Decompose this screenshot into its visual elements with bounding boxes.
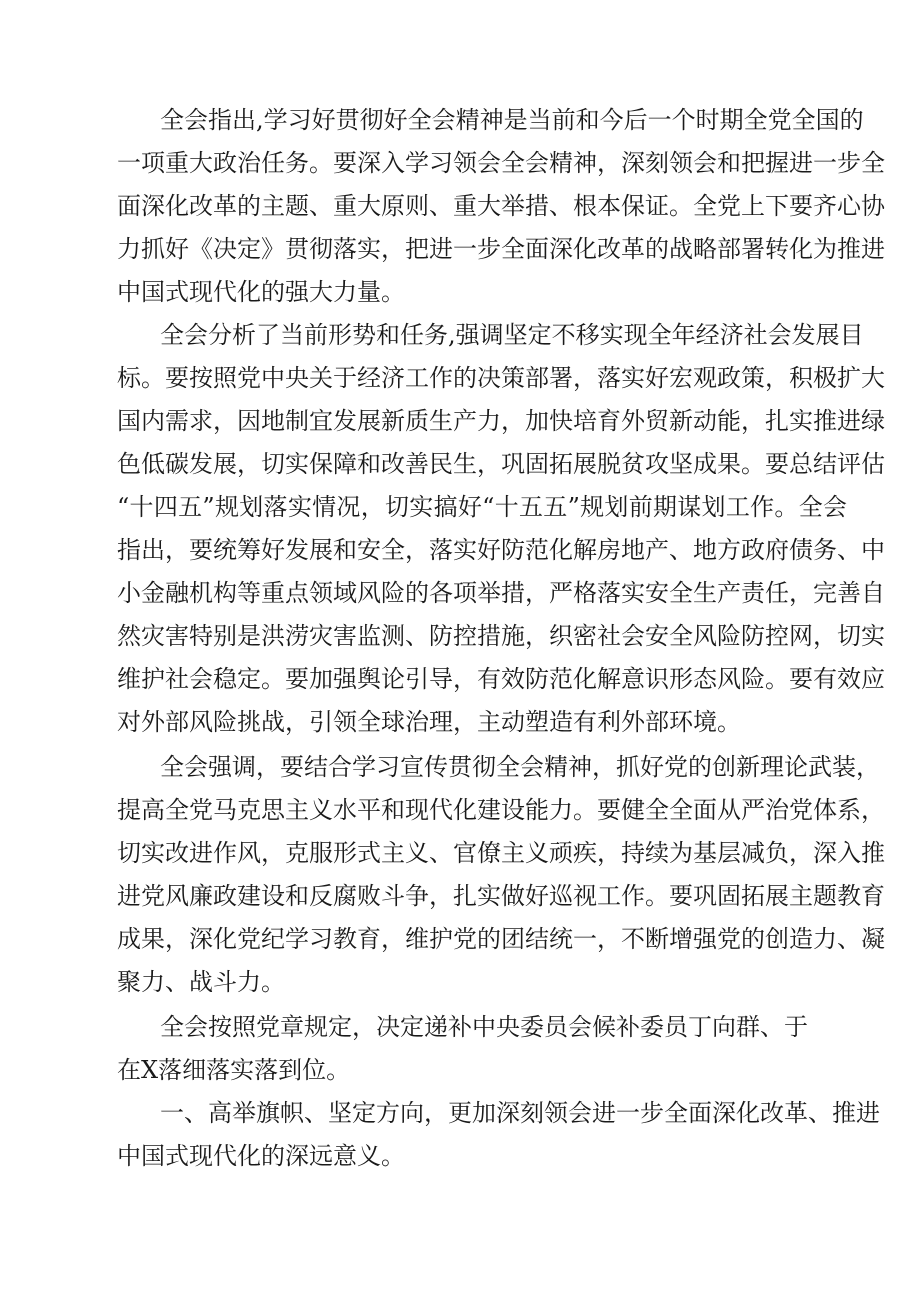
text-line: 全会按照党章规定，决定递补中央委员会候补委员丁向群、于 <box>160 1013 808 1041</box>
text-line: 面深化改革的主题、重大原则、重大举措、根本保证。全党上下要齐心协 <box>117 192 885 220</box>
text-line: 中国式现代化的深远意义。 <box>117 1142 405 1170</box>
text-line: “十四五”规划落实情况，切实搞好“十五五”规划前期谋划工作。全会 <box>117 493 847 521</box>
text-line: 对外部风险挑战，引领全球治理，主动塑造有利外部环境。 <box>117 708 741 736</box>
text-line: 一、高举旗帜、坚定方向，更加深刻领会进一步全面深化改革、推进 <box>160 1099 880 1127</box>
text-line: 国内需求，因地制宜发展新质生产力，加快培育外贸新动能，扎实推进绿 <box>117 407 885 435</box>
text-line: 全会指出,学习好贯彻好全会精神是当前和今后一个时期全党全国的 <box>160 106 864 134</box>
text-line: 小金融机构等重点领域风险的各项举措，严格落实安全生产责任，完善自 <box>117 579 885 607</box>
text-line: 全会强调，要结合学习宣传贯彻全会精神，抓好党的创新理论武装， <box>160 753 880 781</box>
text-line: 进党风廉政建设和反腐败斗争，扎实做好巡视工作。要巩固拓展主题教育 <box>117 882 885 910</box>
text-line: 标。要按照党中央关于经济工作的决策部署，落实好宏观政策，积极扩大 <box>117 364 885 392</box>
text-line: 维护社会稳定。要加强舆论引导，有效防范化解意识形态风险。要有效应 <box>117 665 885 693</box>
text-line: 提高全党马克思主义水平和现代化建设能力。要健全全面从严治党体系， <box>117 796 885 824</box>
text-line: 全会分析了当前形势和任务,强调坚定不移实现全年经济社会发展目 <box>160 321 864 349</box>
text-line: 色低碳发展，切实保障和改善民生，巩固拓展脱贫攻坚成果。要总结评估 <box>117 450 885 478</box>
text-line: 然灾害特别是洪涝灾害监测、防控措施，织密社会安全风险防控网，切实 <box>117 622 885 650</box>
text-line: 中国式现代化的强大力量。 <box>117 278 405 306</box>
text-line: 切实改进作风，克服形式主义、官僚主义顽疾，持续为基层减负，深入推 <box>117 839 885 867</box>
text-line: 在X落细落实落到位。 <box>117 1056 351 1084</box>
text-line: 力抓好《决定》贯彻落实，把进一步全面深化改革的战略部署转化为推进 <box>117 235 885 263</box>
text-line: 一项重大政治任务。要深入学习领会全会精神，深刻领会和把握进一步全 <box>117 149 885 177</box>
text-line: 聚力、战斗力。 <box>117 968 285 996</box>
text-line: 指出，要统筹好发展和安全，落实好防范化解房地产、地方政府债务、中 <box>117 536 885 564</box>
text-line: 成果，深化党纪学习教育，维护党的团结统一，不断增强党的创造力、凝 <box>117 925 885 953</box>
